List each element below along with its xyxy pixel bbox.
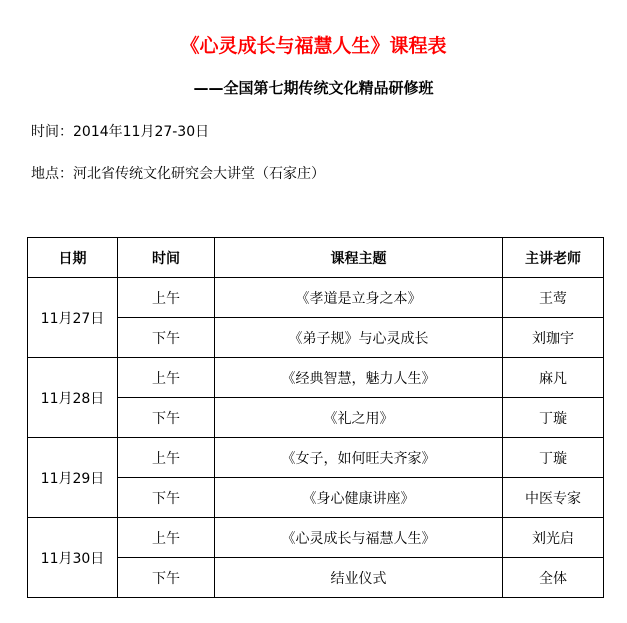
speaker-cell: 中医专家 bbox=[503, 478, 604, 518]
speaker-cell: 刘珈宇 bbox=[503, 318, 604, 358]
period-cell: 上午 bbox=[118, 438, 215, 478]
date-cell: 11月28日 bbox=[28, 358, 118, 438]
page-subtitle: ——全国第七期传统文化精品研修班 bbox=[193, 79, 434, 97]
header-speaker: 主讲老师 bbox=[503, 238, 604, 278]
topic-cell: 《经典智慧，魅力人生》 bbox=[215, 358, 503, 398]
topic-cell: 《弟子规》与心灵成长 bbox=[215, 318, 503, 358]
place-info: 地点：河北省传统文化研究会大讲堂（石家庄） bbox=[31, 166, 325, 182]
header-time: 时间 bbox=[118, 238, 215, 278]
topic-cell: 《女子，如何旺夫齐家》 bbox=[215, 438, 503, 478]
speaker-cell: 丁璇 bbox=[503, 438, 604, 478]
table-row bbox=[28, 278, 604, 318]
speaker-cell: 丁璇 bbox=[503, 398, 604, 438]
time-info: 时间：2014年11月27-30日 bbox=[31, 124, 210, 140]
speaker-cell: 王莺 bbox=[503, 278, 604, 318]
date-cell: 11月29日 bbox=[28, 438, 118, 518]
period-cell: 下午 bbox=[118, 318, 215, 358]
table-row bbox=[28, 438, 604, 478]
topic-cell: 《身心健康讲座》 bbox=[215, 478, 503, 518]
period-cell: 下午 bbox=[118, 558, 215, 598]
topic-cell: 《孝道是立身之本》 bbox=[215, 278, 503, 318]
period-cell: 上午 bbox=[118, 358, 215, 398]
speaker-cell: 麻凡 bbox=[503, 358, 604, 398]
date-cell: 11月30日 bbox=[28, 518, 118, 598]
header-date: 日期 bbox=[28, 238, 118, 278]
period-cell: 上午 bbox=[118, 518, 215, 558]
period-cell: 上午 bbox=[118, 278, 215, 318]
date-cell: 11月27日 bbox=[28, 278, 118, 358]
header-topic: 课程主题 bbox=[215, 238, 503, 278]
speaker-cell: 刘光启 bbox=[503, 518, 604, 558]
schedule-table bbox=[27, 237, 604, 598]
table-row bbox=[28, 358, 604, 398]
period-cell: 下午 bbox=[118, 398, 215, 438]
page-title: 《心灵成长与福慧人生》课程表 bbox=[180, 35, 447, 57]
speaker-cell: 全体 bbox=[503, 558, 604, 598]
table-header-row bbox=[28, 238, 604, 278]
table-row bbox=[28, 518, 604, 558]
topic-cell: 结业仪式 bbox=[215, 558, 503, 598]
topic-cell: 《礼之用》 bbox=[215, 398, 503, 438]
period-cell: 下午 bbox=[118, 478, 215, 518]
topic-cell: 《心灵成长与福慧人生》 bbox=[215, 518, 503, 558]
